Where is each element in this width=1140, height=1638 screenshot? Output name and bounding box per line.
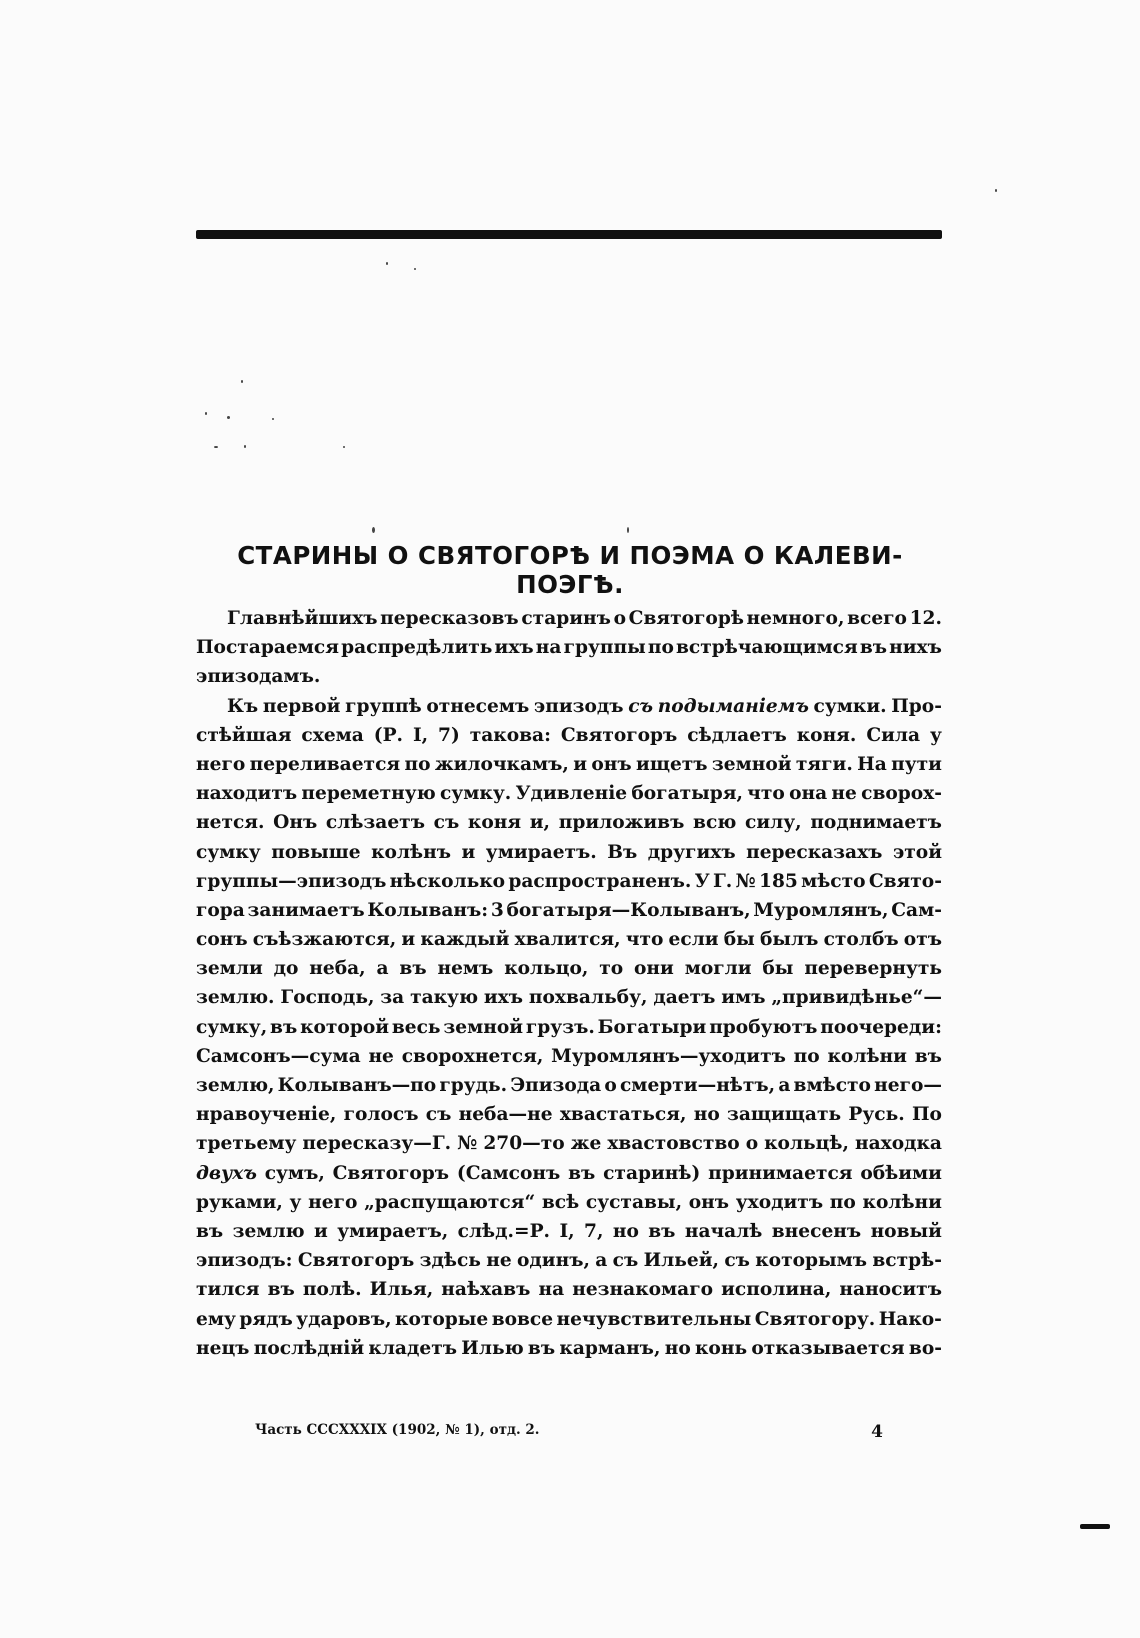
print-speck — [627, 527, 629, 533]
text-line: группы—эпизодъ нѣсколько распространенъ. У Г. № 185 мѣсто Свято- — [196, 870, 942, 892]
print-speck — [343, 446, 345, 448]
text-line: Постараемся распредѣлить ихъ на группы по встрѣчающимся въ нихъ — [196, 637, 942, 659]
text-line: Къ первой группѣ отнесемъ эпизодъ съ подыманіемъ сумки. Про- — [227, 695, 942, 717]
print-speck — [414, 268, 416, 270]
print-speck — [214, 446, 218, 448]
print-speck — [372, 527, 375, 533]
text-line: находитъ переметную сумку. Удивленіе богатыря, что она не сворох- — [196, 783, 942, 805]
print-speck — [241, 380, 243, 383]
edge-mark — [1080, 1524, 1110, 1529]
article-body — [196, 604, 942, 1363]
text-line: земли до неба, а въ немъ кольцо, то они могли бы перевернуть — [196, 958, 942, 980]
page-footer — [255, 1422, 883, 1442]
text-line: нется. Онъ слѣзаетъ съ коня и, приложивъ всю силу, поднимаетъ — [196, 812, 942, 834]
text-line: Самсонъ—сума не сворохнется, Муромлянъ—уходитъ по колѣни въ — [196, 1045, 942, 1067]
text-line: эпизодамъ. — [196, 666, 321, 688]
text-line: землю, Колыванъ—по грудь. Эпизода о смерти—нѣтъ, а вмѣсто него— — [196, 1075, 942, 1096]
text-line: гора занимаетъ Колыванъ: 3 богатыря—Колыванъ, Муромлянъ, Сам- — [196, 899, 942, 921]
page-number: 4 — [871, 1422, 883, 1442]
print-speck — [205, 412, 207, 415]
text-line: нравоученіе, голосъ съ неба—не хвастаться, но защищать Русь. По — [196, 1104, 942, 1126]
text-line: сонъ съѣзжаются, и каждый хвалится, что если бы былъ столбъ отъ — [196, 929, 942, 951]
text-line: тился въ полѣ. Илья, наѣхавъ на незнакомаго исполина, наноситъ — [196, 1279, 942, 1301]
text-line: нецъ послѣдній кладетъ Илью въ карманъ, но конь отказывается во- — [196, 1337, 942, 1359]
journal-signature: Часть CCCXXXIX (1902, № 1), отд. 2. — [255, 1422, 540, 1438]
print-speck — [244, 445, 246, 448]
print-speck — [995, 189, 997, 192]
text-line: землю. Господь, за такую ихъ похвальбу, даетъ имъ „привидѣнье“— — [196, 987, 942, 1009]
text-line: Главнѣйшихъ пересказовъ старинъ о Святогорѣ немного, всего 12. — [227, 608, 942, 629]
header-rule — [196, 230, 942, 239]
text-line: эпизодъ: Святогоръ здѣсь не одинъ, а съ Ильей, съ которымъ встрѣ- — [196, 1250, 942, 1272]
text-line: стѣйшая схема (Р. I, 7) такова: Святогоръ сѣдлаетъ коня. Сила у — [196, 724, 942, 746]
article-title: СТАРИНЫ О СВЯТОГОРѢ И ПОЭМА О КАЛЕВИ-ПОЭГѢ. — [237, 541, 903, 599]
text-line: сумку, въ которой весь земной грузъ. Богатыри пробуютъ поочереди: — [196, 1016, 942, 1038]
text-line: него переливается по жилочкамъ, и онъ ищетъ земной тяги. На пути — [196, 753, 942, 775]
print-speck — [386, 262, 388, 265]
text-line: руками, у него „распущаются“ всѣ суставы, онъ уходитъ по колѣни — [196, 1191, 942, 1213]
text-line: двухъ сумъ, Святогоръ (Самсонъ въ старинѣ) принимается обѣими — [196, 1162, 942, 1184]
text-line: третьему пересказу—Г. № 270—то же хвастовство о кольцѣ, находка — [196, 1133, 942, 1155]
text-line: сумку повыше колѣнъ и умираетъ. Въ другихъ пересказахъ этой — [196, 841, 942, 863]
text-line: въ землю и умираетъ, слѣд.=Р. I, 7, но въ началѣ внесенъ новый — [196, 1220, 942, 1242]
print-speck — [227, 416, 230, 419]
text-line: ему рядъ ударовъ, которые вовсе нечувствительны Святогору. Нако- — [196, 1308, 942, 1330]
print-speck — [272, 418, 274, 420]
